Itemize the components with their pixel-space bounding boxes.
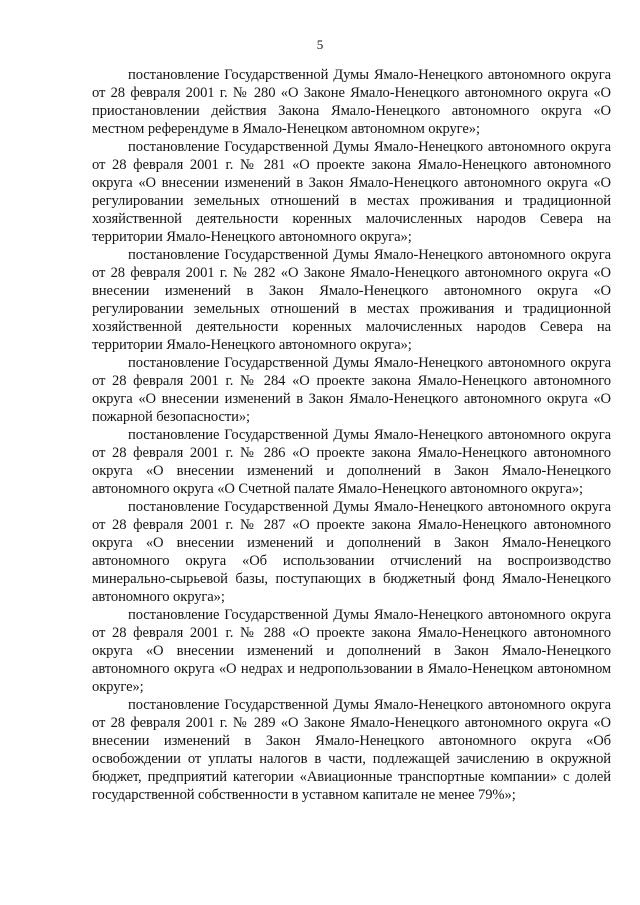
- paragraph-resolution-288: постановление Государственной Думы Ямало-Ненецкого автономного округа от 28 февраля 2001 г. № 288 «О проекте закона Ямало-Ненецкого автономного округа «О внесении изменений и дополнений в Закон Ямало-Ненецкого автономного округа «О недрах и недропользовании в Ямало-Ненецком автономном округе»;: [92, 607, 611, 695]
- paragraph-resolution-286: постановление Государственной Думы Ямало-Ненецкого автономного округа от 28 февраля 2001 г. № 286 «О проекте закона Ямало-Ненецкого автономного округа «О внесении изменений и дополнений в Закон Ямало-Ненецкого автономного округа «О Счетной палате Ямало-Ненецкого автономного округа»;: [92, 427, 611, 497]
- paragraph-resolution-282: постановление Государственной Думы Ямало-Ненецкого автономного округа от 28 февраля 2001 г. № 282 «О Законе Ямало-Ненецкого автономного округа «О внесении изменений в Закон Ямало-Ненецкого автономного округа «О регулировании земельных отношений в местах проживания и традиционной хозяйственной деятельности коренных малочисленных народов Севера на территории Ямало-Ненецкого автономного округа»;: [92, 247, 611, 353]
- paragraph-resolution-281: постановление Государственной Думы Ямало-Ненецкого автономного округа от 28 февраля 2001 г. № 281 «О проекте закона Ямало-Ненецкого автономного округа «О внесении изменений в Закон Ямало-Ненецкого автономного округа «О регулировании земельных отношений в местах проживания и традиционной хозяйственной деятельности коренных малочисленных народов Севера на территории Ямало-Ненецкого автономного округа»;: [92, 139, 611, 245]
- paragraph-resolution-280: постановление Государственной Думы Ямало-Ненецкого автономного округа от 28 февраля 2001 г. № 280 «О Законе Ямало-Ненецкого автономного округа «О приостановлении действия Закона Ямало-Ненецкого автономного округа «О местном референдуме в Ямало-Ненецком автономном округе»;: [92, 67, 611, 137]
- paragraph-resolution-287: постановление Государственной Думы Ямало-Ненецкого автономного округа от 28 февраля 2001 г. № 287 «О проекте закона Ямало-Ненецкого автономного округа «О внесении изменений и дополнений в Закон Ямало-Ненецкого автономного округа «Об использовании отчислений на воспроизводство минерально-сырьевой базы, поступающих в бюджетный фонд Ямало-Ненецкого автономного округа»;: [92, 499, 611, 605]
- paragraph-resolution-284: постановление Государственной Думы Ямало-Ненецкого автономного округа от 28 февраля 2001 г. № 284 «О проекте закона Ямало-Ненецкого автономного округа «О внесении изменений в Закон Ямало-Ненецкого автономного округа «О пожарной безопасности»;: [92, 355, 611, 425]
- paragraph-resolution-289: постановление Государственной Думы Ямало-Ненецкого автономного округа от 28 февраля 2001 г. № 289 «О Законе Ямало-Ненецкого автономного округа «О внесении изменений в Закон Ямало-Ненецкого автономного округа «Об освобождении от уплаты налогов в части, подлежащей зачислению в окружной бюджет, предприятий категории «Авиационные транспортные компании» с долей государственной собственности в уставном капитале не менее 79%»;: [92, 697, 611, 803]
- document-body: [92, 66, 611, 804]
- page-number: 5: [316, 37, 324, 52]
